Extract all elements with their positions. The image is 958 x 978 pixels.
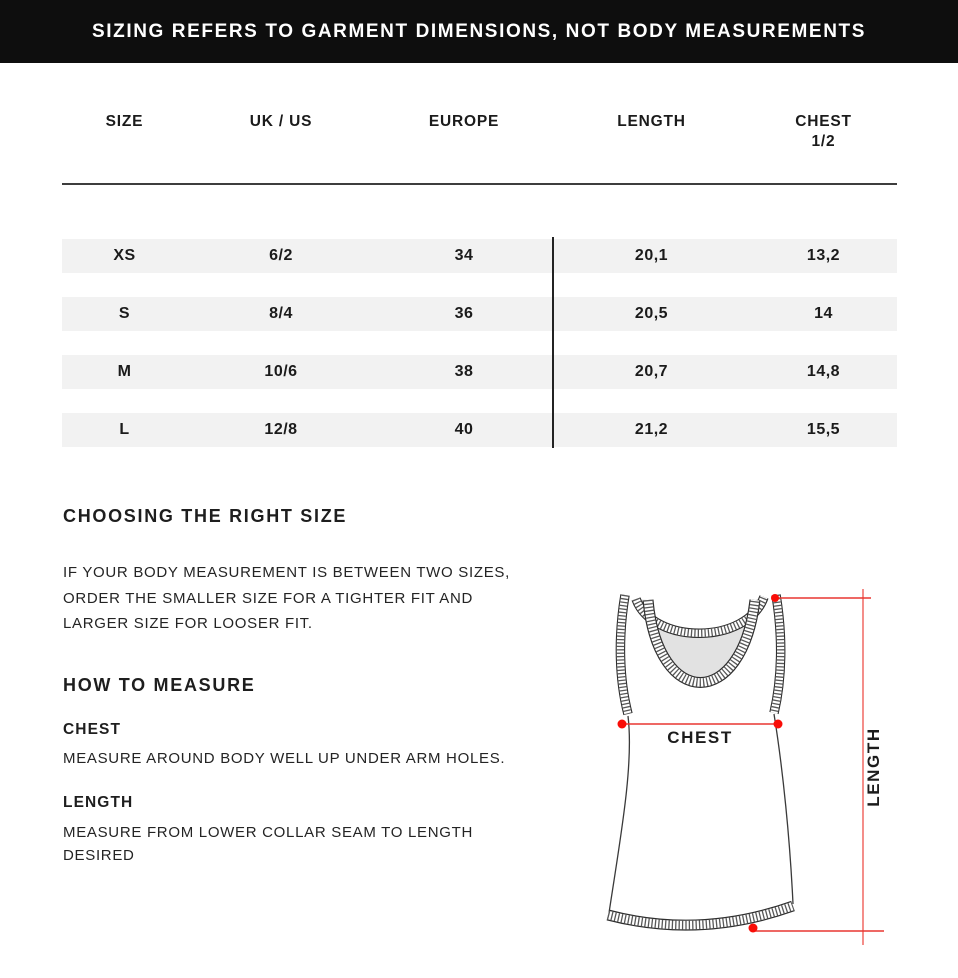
- diagram-length-label: LENGTH: [864, 727, 883, 807]
- cell-uk-us: 12/8: [264, 421, 298, 438]
- choosing-size-heading: CHOOSING THE RIGHT SIZE: [63, 506, 348, 526]
- cell-uk-us: 6/2: [269, 247, 293, 264]
- table-row: [62, 239, 897, 273]
- cell-europe: 40: [454, 421, 474, 438]
- cell-uk-us: 8/4: [269, 305, 293, 322]
- cell-length: 20,1: [634, 247, 669, 264]
- chest-left-dot: [618, 720, 627, 729]
- cell-chest-half: 13,2: [806, 247, 841, 264]
- cell-chest-half: 15,5: [806, 421, 841, 438]
- header-cell-length: LENGTH: [617, 113, 686, 130]
- header-cell-europe: EUROPE: [428, 113, 500, 130]
- chest-measure-description: MEASURE AROUND BODY WELL UP UNDER ARM HOLES.: [63, 750, 506, 767]
- choosing-size-paragraph: [63, 560, 510, 637]
- length-measure-description: MEASURE FROM LOWER COLLAR SEAM TO LENGTH DESIRED: [63, 824, 474, 864]
- diagram-chest-label: CHEST: [667, 728, 733, 747]
- cell-length: 21,2: [634, 421, 669, 438]
- cell-uk-us: 10/6: [264, 363, 298, 380]
- cell-chest-half: 14: [814, 305, 833, 322]
- header-cell-chest-half: [750, 112, 897, 152]
- tank-top-diagram: [578, 575, 958, 975]
- left-side-seam: [609, 716, 629, 913]
- table-header-rule: [62, 183, 897, 185]
- right-side-seam: [774, 714, 793, 904]
- cell-europe: 38: [454, 363, 474, 380]
- paragraph-line: LARGER SIZE FOR LOOSER FIT.: [63, 615, 313, 632]
- cell-size: XS: [113, 247, 136, 264]
- paragraph-line: ORDER THE SMALLER SIZE FOR A TIGHTER FIT AND: [63, 589, 474, 607]
- chest-right-dot: [774, 720, 783, 729]
- cell-length: 20,7: [634, 363, 669, 380]
- header-cell-uk-us: UK / US: [249, 113, 313, 130]
- hem-point-dot: [749, 924, 758, 933]
- cell-length: 20,5: [634, 305, 669, 322]
- table-column-divider: [552, 237, 554, 448]
- banner-text: SIZING REFERS TO GARMENT DIMENSIONS, NOT BODY MEASUREMENTS: [91, 20, 867, 42]
- table-row: [62, 297, 897, 331]
- size-table-rows: [62, 239, 897, 471]
- cell-chest-half: 14,8: [806, 363, 841, 380]
- sizing-notice-banner: [0, 0, 958, 63]
- cell-size: M: [117, 363, 132, 380]
- paragraph-line: IF YOUR BODY MEASUREMENT IS BETWEEN TWO SIZES,: [63, 564, 510, 581]
- header-cell-size: SIZE: [105, 113, 144, 130]
- length-measure-label: LENGTH: [63, 794, 134, 811]
- chest-measure-label: CHEST: [63, 721, 122, 738]
- shoulder-point-dot: [771, 594, 779, 602]
- cell-europe: 34: [454, 247, 474, 264]
- how-to-measure-heading: HOW TO MEASURE: [63, 675, 256, 695]
- cell-size: S: [118, 305, 131, 322]
- table-row: [62, 355, 897, 389]
- table-row: [62, 413, 897, 447]
- header-chest-line1: CHEST: [795, 113, 852, 130]
- cell-size: L: [119, 421, 130, 438]
- header-chest-line2: 1/2: [811, 133, 836, 150]
- cell-europe: 36: [454, 305, 474, 322]
- size-table-header: [62, 112, 897, 152]
